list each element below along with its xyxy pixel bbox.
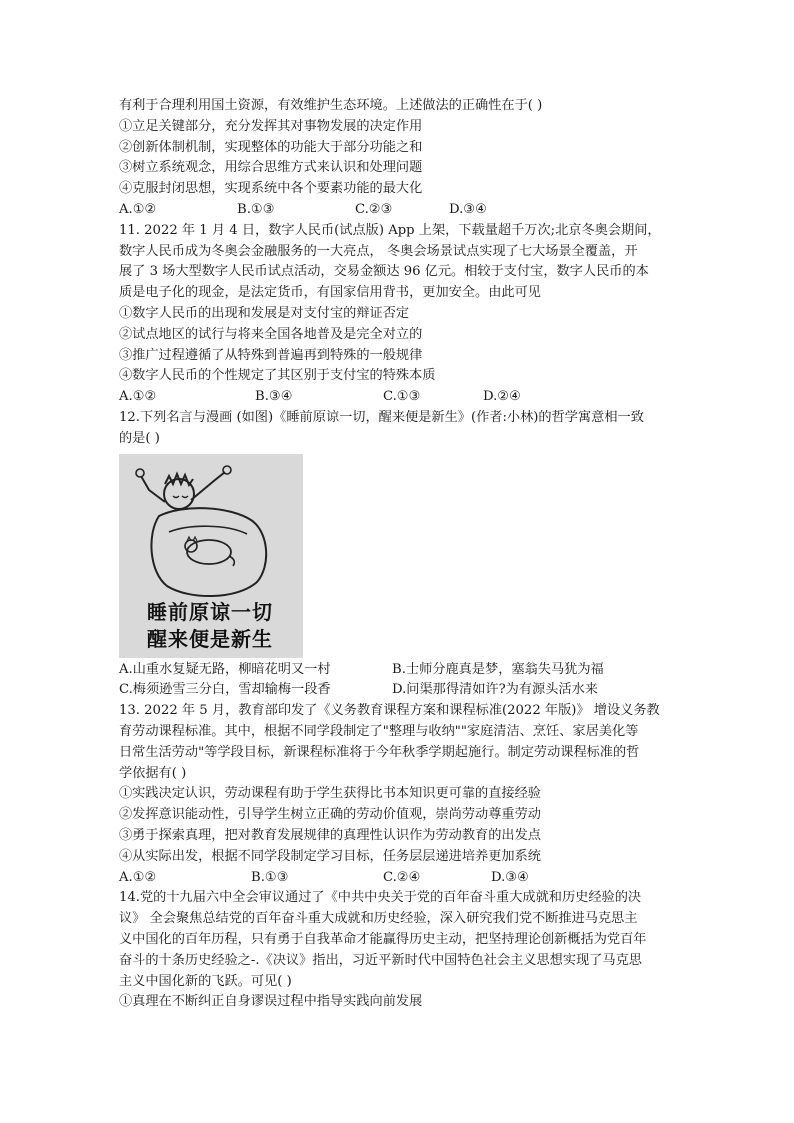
option-c: C.①③ (383, 389, 421, 405)
q13-statements (119, 784, 679, 867)
statement: ③树立系统观念，用综合思维方式来认识和处理问题 (119, 160, 423, 176)
statement: ②创新体制机制，实现整体的功能大于部分功能之和 (119, 139, 423, 155)
stem-line: 12.下列名言与漫画 (如图)《睡前原谅一切，醒来便是新生》(作者:小林)的哲学寓意相一致 (119, 409, 644, 425)
cartoon-image (119, 454, 303, 658)
statement: ④数字人民币的个性规定了其区别于支付宝的特殊本质 (119, 368, 436, 384)
option-d: D.②④ (483, 389, 521, 405)
q14-stem (119, 888, 679, 992)
option-c: C.梅须逊雪三分白，雪却输梅一段香 (119, 682, 331, 698)
q11-stem (119, 221, 679, 304)
question-content (119, 96, 679, 1013)
option-row (119, 660, 679, 681)
option-a: A.①② (119, 201, 157, 217)
stem-line: 14.党的十九届六中全会审议通过了《中共中央关于党的百年奋斗重大成就和历史经验的决 (119, 890, 642, 906)
statement: ①立足关键部分，充分发挥其对事物发展的决定作用 (119, 118, 423, 134)
stem-line: 11. 2022 年 1 月 4 日，数字人民币(试点版) App 上架，下载量超千万次;北京冬奥会期间， (119, 222, 661, 238)
q10-stem-tail: 有利于合理利用国土资源，有效维护生态环境。上述做法的正确性在于( ) (119, 98, 543, 113)
stem-line: 奋斗的十条历史经验之-.《决议》指出，习近平新时代中国特色社会主义思想实现了马克思 (119, 952, 642, 968)
statement: ①真理在不断纠正自身谬误过程中指导实践向前发展 (119, 994, 423, 1010)
statement: ④从实际出发，根据不同学段制定学习目标，任务层层递进培养更加系统 (119, 848, 541, 864)
option-b: B.①③ (237, 201, 275, 217)
option-d: D.问渠那得清如许?为有源头活水来 (392, 682, 598, 698)
option-c: C.②③ (355, 201, 393, 217)
stem-line: 展了 3 场大型数字人民币试点活动，交易金额达 96 亿元。相较于支付宝，数字人民币的本 (119, 264, 649, 280)
stem-line: 数字人民币成为冬奥会金融服务的一大亮点， 冬奥会场景试点实现了七大场景全覆盖，开 (119, 243, 638, 259)
stem-line: 义中国化的百年历程，只有勇于自我革命才能赢得历史主动，把坚持理论创新概括为党百年 (119, 931, 647, 947)
statement: ③勇于探索真理，把对教育发展规律的真理性认识作为劳动教育的出发点 (119, 827, 541, 843)
cartoon-caption-line: 睡前原谅一切 (147, 599, 273, 624)
stem-line: 主义中国化新的飞跃。可见( ) (119, 973, 292, 989)
option-c: C.②④ (383, 869, 421, 885)
q11-statements (119, 304, 679, 387)
q10-statements (119, 117, 679, 200)
q10-options (119, 200, 679, 221)
statement: ②试点地区的试行与将来全国各地普及是完全对立的 (119, 326, 423, 342)
statement: ③推广过程遵循了从特殊到普遍再到特殊的一般规律 (119, 347, 423, 363)
stem-line: 13. 2022 年 5 月，教育部印发了《义务教育课程方案和课程标准(2022 年版)》 增设义务教 (119, 703, 660, 719)
stem-line: 的是( ) (119, 430, 160, 446)
option-a: A.山重水复疑无路，柳暗花明又一村 (119, 661, 331, 677)
option-d: D.③④ (449, 201, 487, 217)
stem-line: 学依据有( ) (119, 765, 187, 781)
stem-line: 议》 全会聚焦总结党的百年奋斗重大成就和历史经验，深入研究我们党不断推进马克思主 (119, 911, 638, 927)
stem-line: 质是电子化的现金，是法定货币，有国家信用背书，更加安全。由此可见 (119, 285, 541, 301)
option-b: B.士师分鹿真是梦，塞翁失马犹为福 (392, 661, 604, 677)
q12-options (119, 660, 679, 702)
option-d: D.③④ (491, 869, 529, 885)
option-a: A.①② (119, 389, 157, 405)
q11-options (119, 387, 679, 408)
q13-stem (119, 701, 679, 784)
option-b: B.①③ (251, 869, 289, 885)
statement: ②发挥意识能动性，引导学生树立正确的劳动价值观，崇尚劳动尊重劳动 (119, 807, 541, 823)
statement: ①数字人民币的出现和发展是对支付宝的辩证否定 (119, 305, 410, 321)
cartoon-caption-line: 醒来便是新生 (147, 626, 273, 651)
statement: ①实践决定认识，劳动课程有助于学生获得比书本知识更可靠的直接经验 (119, 786, 541, 802)
stem-line: 日常生活劳动"等学段目标，新课程标准将于今年秋季学期起施行。制定劳动课程标准的哲 (119, 744, 640, 760)
statement: ④克服封闭思想，实现系统中各个要素功能的最大化 (119, 181, 423, 197)
q12-stem (119, 408, 679, 450)
option-row (119, 680, 679, 701)
option-b: B.③④ (255, 389, 293, 405)
q13-options (119, 868, 679, 889)
q14-statements (119, 992, 679, 1013)
option-a: A.①② (119, 869, 157, 885)
stem-line: 育劳动课程标准。其中，根据不同学段制定了"整理与收纳""家庭清洁、烹饪、家居美化等 (119, 723, 639, 739)
